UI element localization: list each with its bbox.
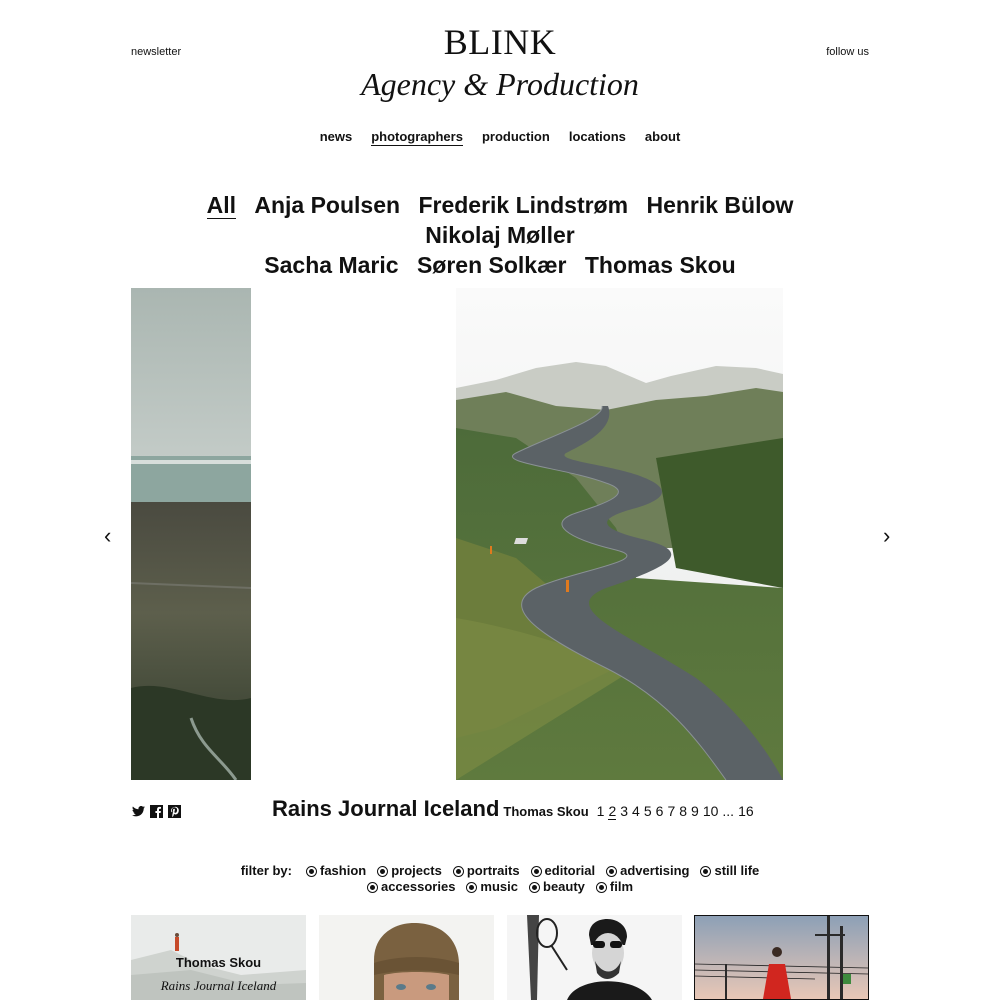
page-link[interactable]: 8 (679, 803, 688, 819)
page-ellipsis: ... (722, 803, 735, 819)
follow-us-link[interactable]: follow us (826, 46, 869, 58)
photographer-all[interactable]: All (206, 192, 236, 218)
thumbnail-sunglasses-portrait[interactable] (507, 915, 682, 1000)
thumbnail-image (507, 915, 682, 1000)
filter-accessories[interactable]: accessories (367, 879, 455, 895)
thumbnail-image (695, 916, 868, 999)
photographer-henrik-bulow[interactable]: Henrik Bülow (646, 192, 794, 218)
filter-bar (0, 863, 1000, 895)
project-title: Rains Journal Iceland (272, 796, 500, 821)
thumbnail-image (319, 915, 494, 1000)
filter-editorial[interactable]: editorial (531, 863, 596, 879)
filter-projects[interactable]: projects (377, 863, 442, 879)
page-link-current[interactable]: 2 (608, 803, 617, 819)
filter-film[interactable]: film (596, 879, 633, 895)
page-link[interactable]: 10 (702, 803, 719, 819)
slide-current-image[interactable] (456, 288, 783, 780)
page-link[interactable]: 3 (620, 803, 629, 819)
page-link[interactable]: 4 (632, 803, 640, 819)
newsletter-link[interactable]: newsletter (131, 46, 182, 58)
radio-icon (531, 866, 542, 877)
nav-about[interactable]: about (644, 129, 681, 144)
pinterest-icon[interactable] (167, 804, 181, 818)
page-link[interactable]: 9 (691, 803, 699, 819)
logo-title[interactable]: BLINK (443, 22, 557, 62)
page-link[interactable]: 7 (667, 803, 676, 819)
filter-advertising[interactable]: advertising (606, 863, 689, 879)
thumbnail-rains-journal[interactable] (131, 915, 306, 1000)
filter-beauty[interactable]: beauty (529, 879, 585, 895)
page-link[interactable]: 1 (596, 803, 605, 819)
logo-subtitle: Agency & Production (361, 66, 639, 102)
page-link-last[interactable]: 16 (738, 803, 754, 819)
project-photographer-link[interactable]: Thomas Skou (503, 804, 589, 819)
pagination (597, 803, 754, 820)
filter-fashion[interactable]: fashion (306, 863, 366, 879)
photographer-sacha-maric[interactable]: Sacha Maric (264, 252, 399, 278)
photographer-anja-poulsen[interactable]: Anja Poulsen (254, 192, 401, 218)
nav-photographers[interactable]: photographers (371, 129, 463, 144)
nav-locations[interactable]: locations (568, 129, 626, 144)
thumbnail-beanie-portrait[interactable] (319, 915, 494, 1000)
radio-icon (466, 882, 477, 893)
nav-news[interactable]: news (319, 129, 353, 144)
radio-icon (306, 866, 317, 877)
filter-label: filter by: (240, 863, 292, 878)
page-link[interactable]: 5 (643, 803, 652, 819)
radio-icon (377, 866, 388, 877)
filter-music[interactable]: music (466, 879, 518, 895)
photographer-frederik-lindstrom[interactable]: Frederik Lindstrøm (418, 192, 629, 218)
photographer-thomas-skou[interactable]: Thomas Skou (584, 252, 736, 278)
thumbnail-overlay (131, 955, 306, 994)
radio-icon (453, 866, 464, 877)
thumbnail-red-dress[interactable] (694, 915, 869, 1000)
photographer-soren-solkaer[interactable]: Søren Solkær (416, 252, 567, 278)
thumbnail-project: Rains Journal Iceland (160, 978, 277, 993)
radio-icon (700, 866, 711, 877)
thumbnail-photographer: Thomas Skou (175, 955, 262, 970)
filter-still-life[interactable]: still life (700, 863, 759, 879)
nav-production[interactable]: production (481, 129, 550, 144)
facebook-icon[interactable] (149, 804, 163, 818)
winding-road-image (456, 288, 783, 780)
prev-arrow-button[interactable]: ‹ (104, 523, 112, 548)
radio-icon (367, 882, 378, 893)
page-link[interactable]: 6 (655, 803, 664, 819)
slide-caption (272, 796, 754, 822)
next-arrow-button[interactable]: › (883, 523, 891, 548)
project-thumbnails (131, 915, 869, 1000)
radio-icon (606, 866, 617, 877)
twitter-icon[interactable] (131, 804, 145, 818)
radio-icon (596, 882, 607, 893)
main-nav (0, 129, 1000, 146)
coastal-landscape-image (131, 288, 251, 780)
photographer-list (120, 190, 880, 280)
social-links (131, 804, 181, 818)
filter-portraits[interactable]: portraits (453, 863, 520, 879)
photographer-nikolaj-moller[interactable]: Nikolaj Møller (425, 222, 575, 248)
radio-icon (529, 882, 540, 893)
slide-previous-image[interactable] (131, 288, 251, 780)
